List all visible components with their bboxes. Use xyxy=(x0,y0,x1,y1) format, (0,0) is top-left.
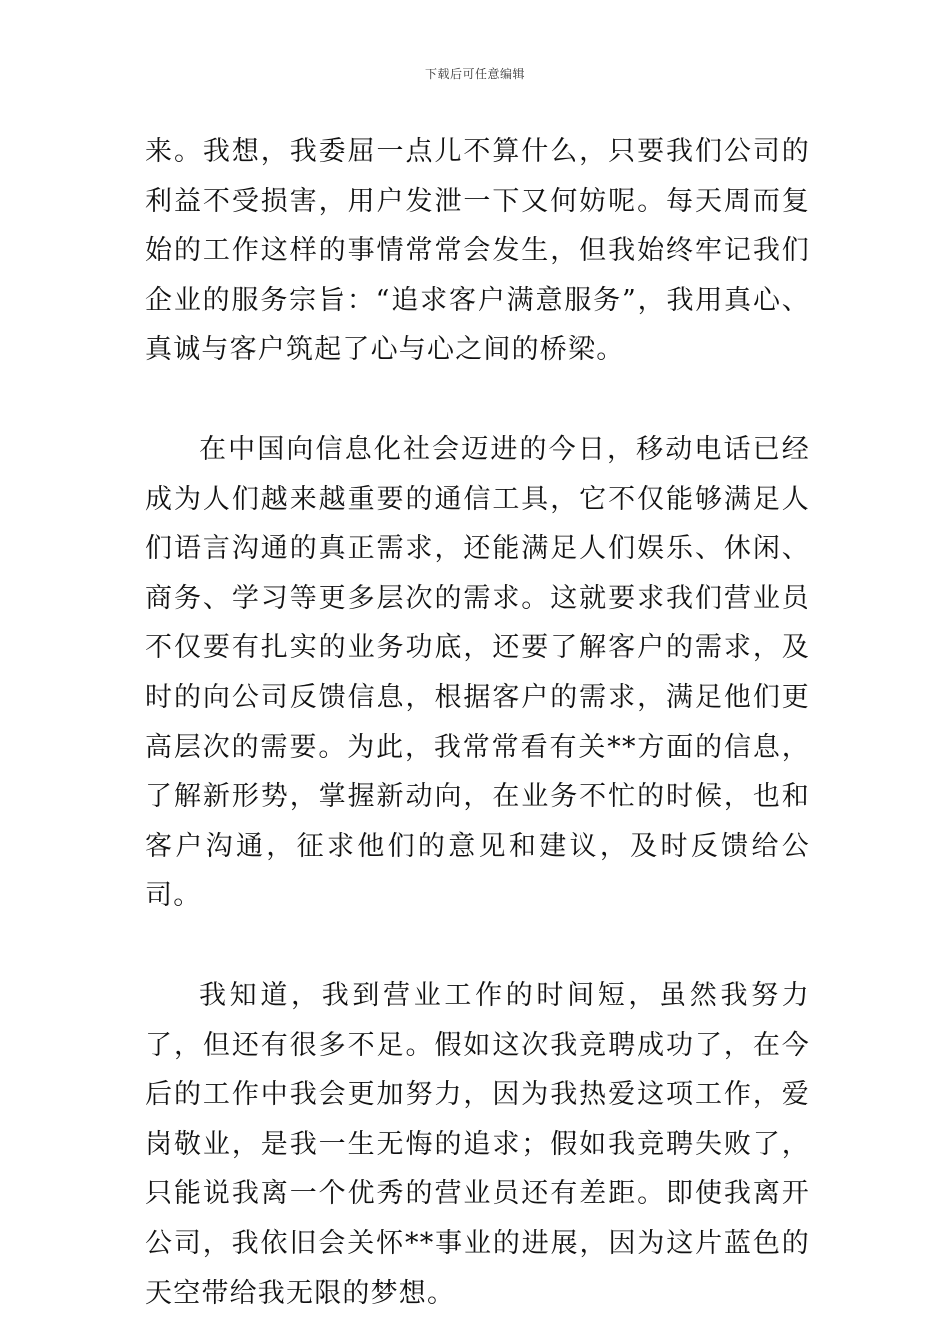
document-body xyxy=(145,127,810,1318)
paragraph-2: 在中国向信息化社会迈进的今日，移动电话已经成为人们越来越重要的通信工具，它不仅能够满足人们语言沟通的真正需求，还能满足人们娱乐、休闲、商务、学习等更多层次的需求。这就要求我们营业员不仅要有扎实的业务功底，还要了解客户的需求，及时的向公司反馈信息，根据客户的需求，满足他们更高层次的需要。为此，我常常看有关**方面的信息，了解新形势，掌握新动向，在业务不忙的时候，也和客户沟通，征求他们的意见和建议，及时反馈给公司。 xyxy=(145,434,810,912)
paragraph-1: 来。我想，我委屈一点儿不算什么，只要我们公司的利益不受损害，用户发泄一下又何妨呢。每天周而复始的工作这样的事情常常会发生，但我始终牢记我们企业的服务宗旨：“追求客户满意服务”，我用真心、真诚与客户筑起了心与心之间的桥梁。 xyxy=(145,136,810,366)
page-header: 下载后可任意编辑 xyxy=(424,67,525,81)
paragraph-3: 我知道，我到营业工作的时间短，虽然我努力了，但还有很多不足。假如这次我竞聘成功了，在今后的工作中我会更加努力，因为我热爱这项工作，爱岗敬业，是我一生无悔的追求；假如我竞聘失败了，只能说我离一个优秀的营业员还有差距。即使我离开公司，我依旧会关怀**事业的进展，因为这片蓝色的天空带给我无限的梦想。 xyxy=(145,979,810,1309)
